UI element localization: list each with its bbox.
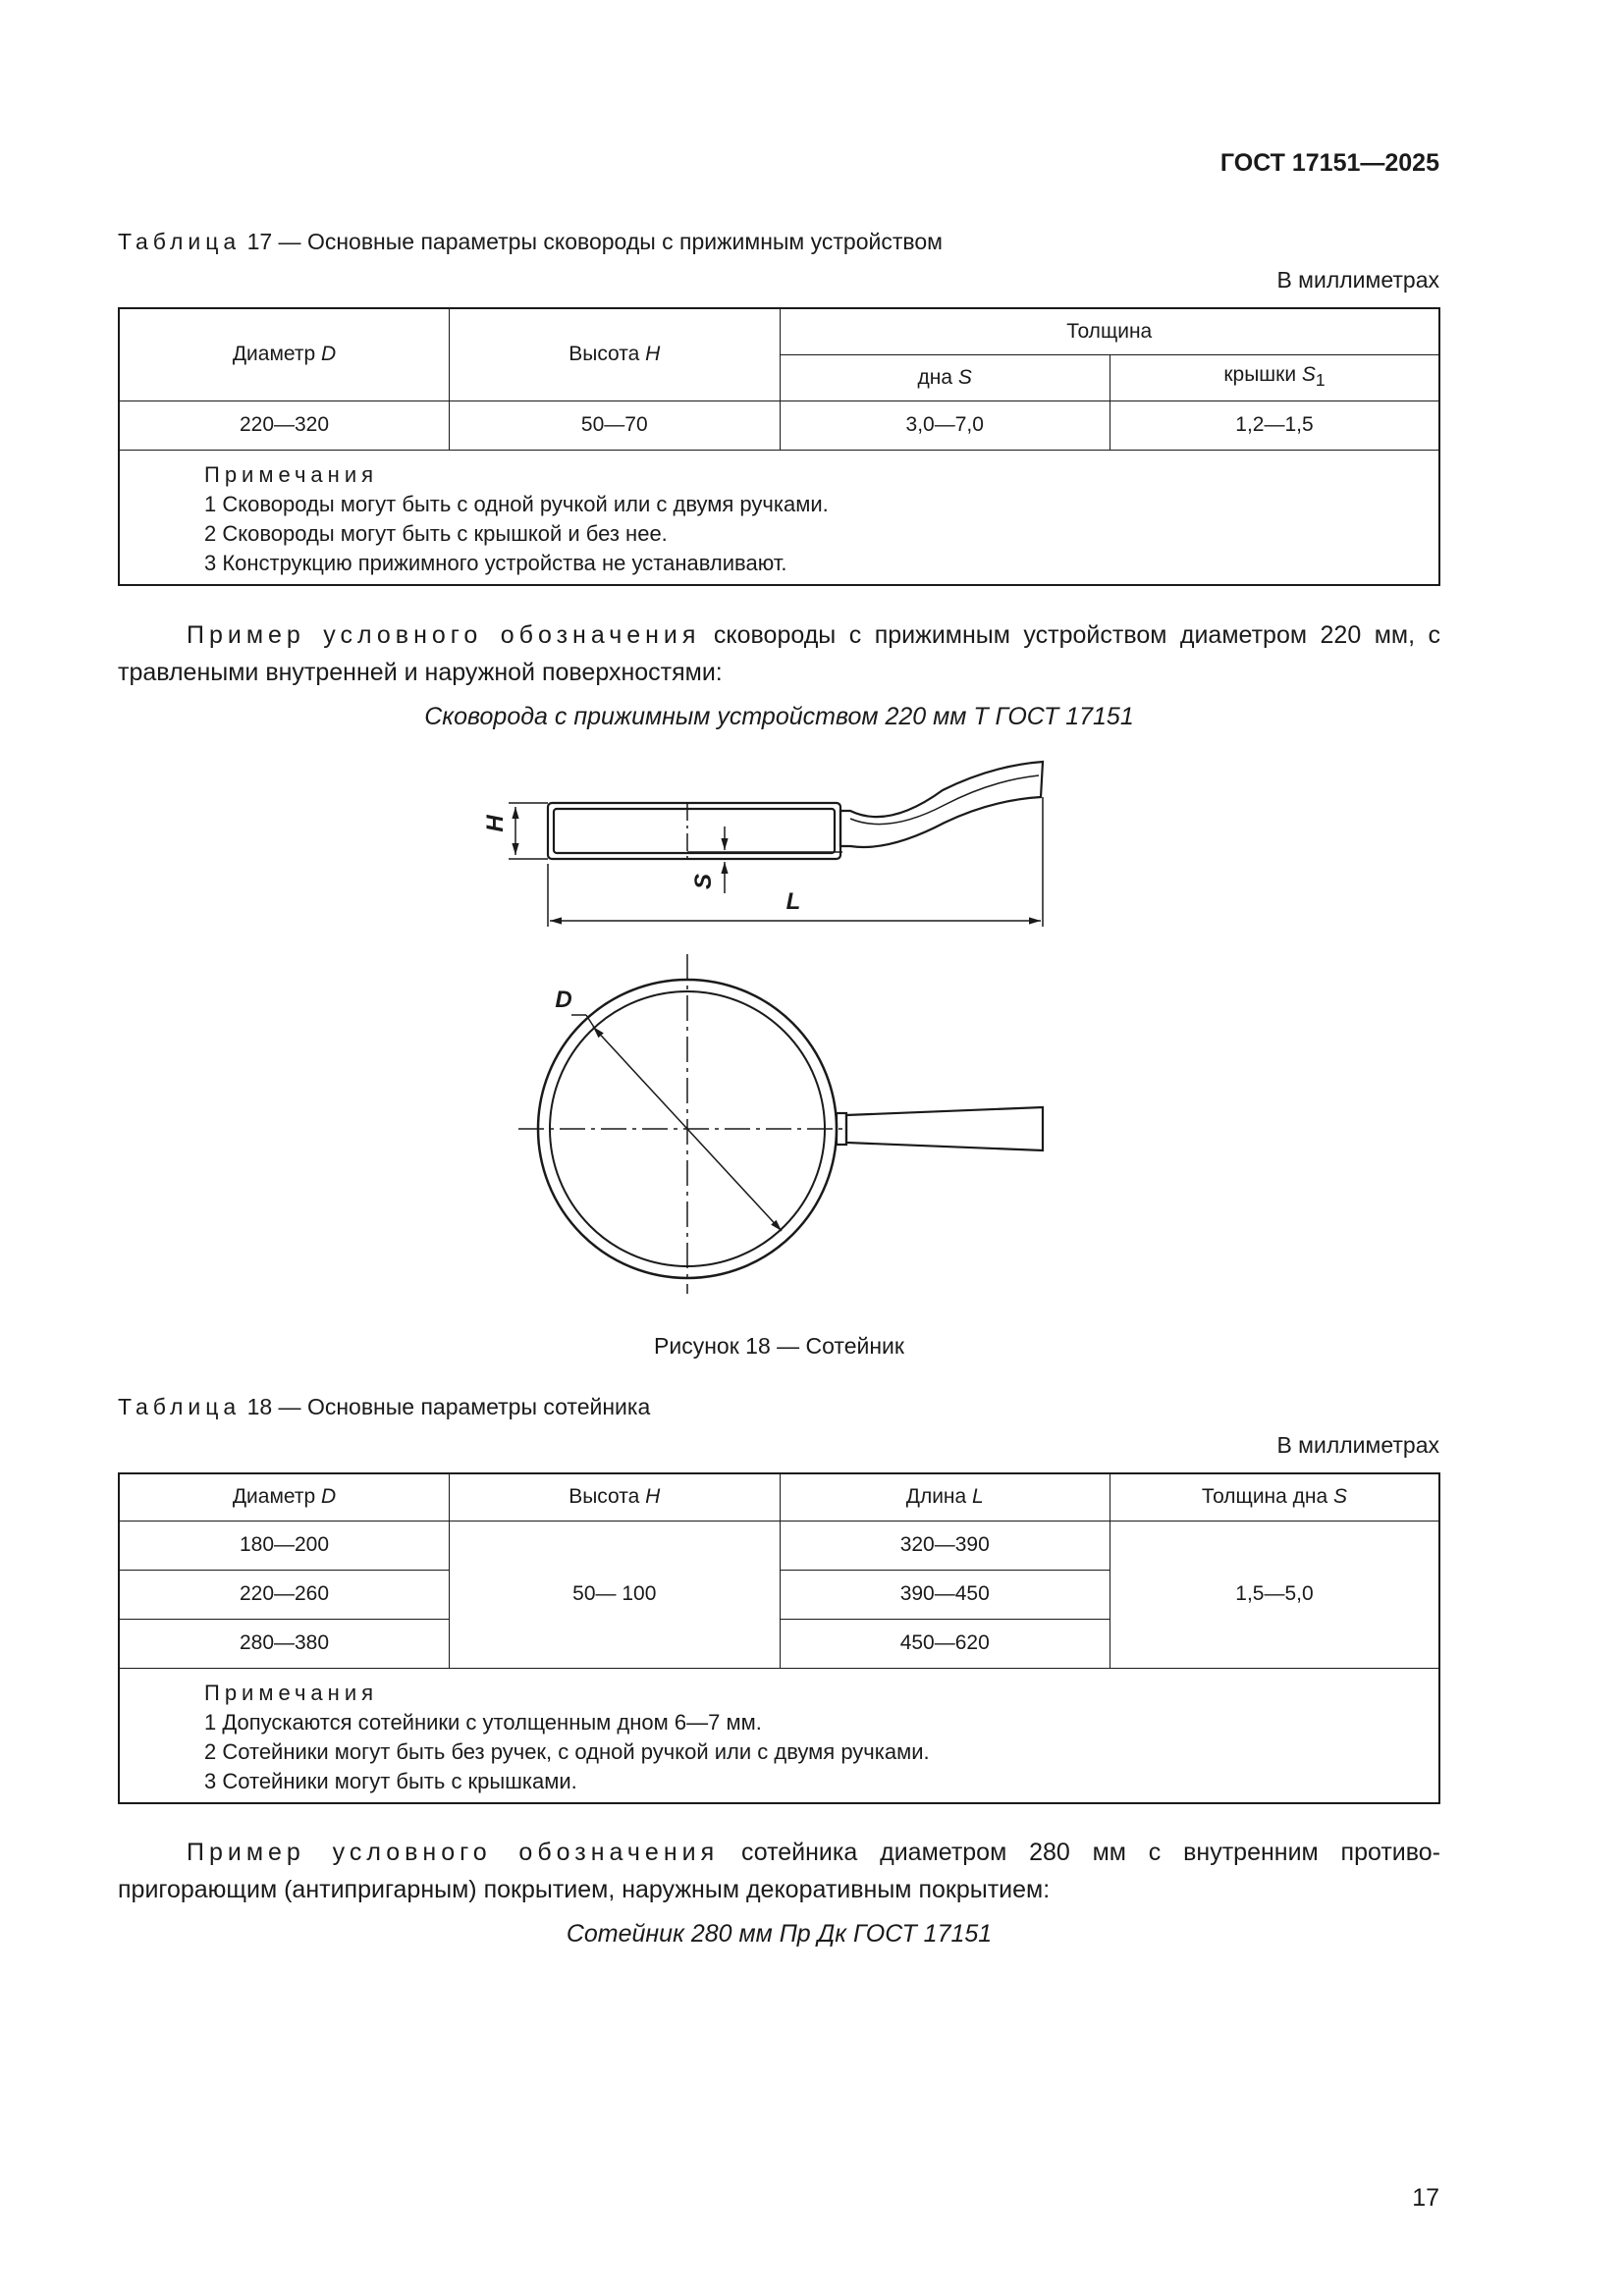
table17-units: В миллиметрах <box>1276 267 1439 293</box>
table18-header-bottom: Толщина дна S <box>1110 1473 1439 1521</box>
table18-header-diameter: Диаметр D <box>119 1473 450 1521</box>
label-H: H <box>482 815 509 832</box>
label-S: S <box>690 873 717 890</box>
table17-note-2: 2 Сковороды могут быть с крышкой и без нее. <box>204 520 668 546</box>
table18-note-2: 2 Сотейники могут быть без ручек, с одной ручкой или с двумя ручками. <box>204 1738 930 1764</box>
label-L: L <box>785 888 801 915</box>
table18-caption-word: Таблица <box>118 1394 242 1419</box>
table18-cell-height: 50— 100 <box>450 1521 780 1668</box>
table17-header-height: Высота H <box>450 308 781 400</box>
table18-header-height: Высота H <box>450 1473 780 1521</box>
table17-header-lid: крышки $S_1$ <box>1110 354 1439 400</box>
table18-cell-diameter: 220—260 <box>119 1570 450 1619</box>
pan-side-view <box>548 762 1043 859</box>
pan-top-view <box>518 954 1043 1294</box>
table17-note-3: 3 Конструкцию прижимного устройства не устанавливают. <box>204 550 787 575</box>
table18-note-1: 1 Допускаются сотейники с утолщенным дном 6—7 мм. <box>204 1709 762 1735</box>
table18-header-length: Длина L <box>780 1473 1110 1521</box>
table17-note-1: 1 Сковороды могут быть с одной ручкой или с двумя ручками. <box>204 491 829 516</box>
table18-notes <box>119 1668 1439 1803</box>
table17-notes-title: Примечания <box>204 461 379 487</box>
table17-caption-text: 17 — Основные параметры сковороды с прижимным устройством <box>241 229 943 254</box>
document-id: ГОСТ 17151—2025 <box>1219 149 1439 177</box>
table18-units: В миллиметрах <box>1276 1432 1439 1458</box>
table18-cell-bottom: 1,5—5,0 <box>1110 1521 1439 1668</box>
example2-text: сотейника диаметром 280 мм с внутренним противо-пригорающим (антипригарным) покрытием, наружным декоративным покрытием: <box>118 1839 1440 1903</box>
table18-cell-diameter: 180—200 <box>119 1521 450 1570</box>
table17-header-bottom: дна S <box>780 354 1110 400</box>
example1-text: сковороды с прижимным устройством диаметром 220 мм, с травлеными внутренней и наружной поверхностями: <box>118 621 1440 686</box>
label-D: D <box>555 987 572 1013</box>
table18-cell-length: 450—620 <box>780 1619 1110 1668</box>
example2-designation: Сотейник 280 мм Пр Дк ГОСТ 17151 <box>566 1920 993 1948</box>
table18-note-3: 3 Сотейники могут быть с крышками. <box>204 1768 577 1793</box>
example1-designation: Сковорода с прижимным устройством 220 мм Т ГОСТ 17151 <box>424 703 1134 730</box>
table18-notes-title: Примечания <box>204 1680 379 1705</box>
example1-lead: Пример условного обозначения <box>187 621 701 649</box>
table17-header-thickness: Толщина <box>780 308 1439 354</box>
table17-cell-bottom: 3,0—7,0 <box>780 400 1110 450</box>
table17-cell-height: 50—70 <box>450 400 781 450</box>
example2-lead: Пример условного обозначения <box>187 1839 720 1866</box>
table17-cell-diameter: 220—320 <box>119 400 450 450</box>
figure18-caption: Рисунок 18 — Сотейник <box>654 1333 904 1359</box>
table18-cell-length: 320—390 <box>780 1521 1110 1570</box>
table18-caption <box>118 1394 650 1420</box>
table18-cell-length: 390—450 <box>780 1570 1110 1619</box>
table17-cell-lid: 1,2—1,5 <box>1110 400 1439 450</box>
table18-caption-text: 18 — Основные параметры сотейника <box>241 1394 651 1419</box>
table18 <box>118 1472 1440 1804</box>
table17-header-diameter: Диаметр D <box>119 308 450 400</box>
dimension-H <box>509 803 548 859</box>
page-number: 17 <box>1412 2184 1439 2212</box>
table-row <box>119 1521 1439 1570</box>
table17-caption-word: Таблица <box>118 229 242 254</box>
table18-cell-diameter: 280—380 <box>119 1619 450 1668</box>
example2-paragraph <box>118 1834 1440 1908</box>
